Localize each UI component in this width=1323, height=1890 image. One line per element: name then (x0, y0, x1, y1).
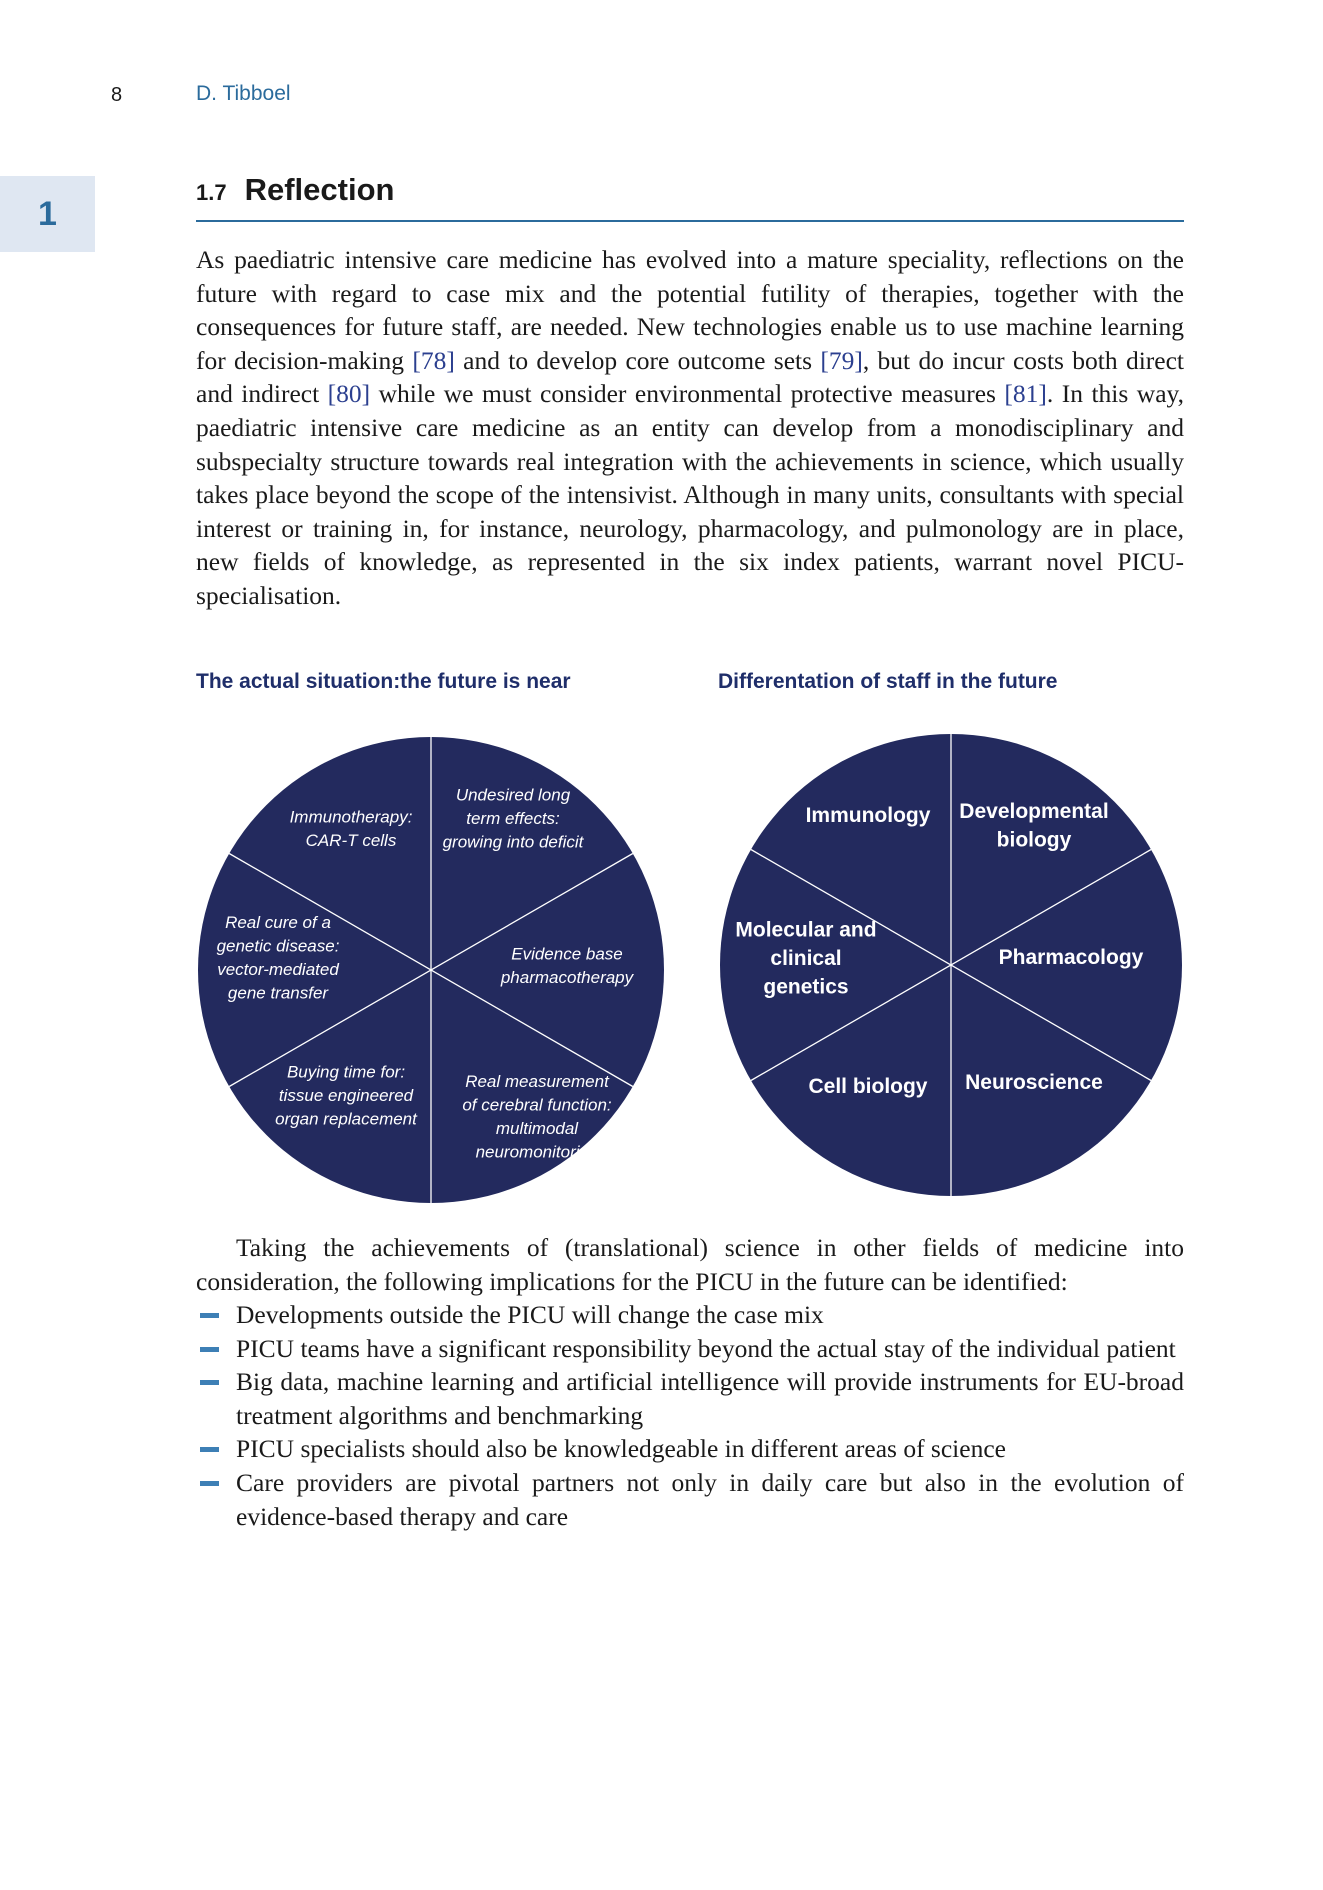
list-item (196, 1332, 1184, 1366)
pie-segment-label: Neuroscience (965, 1071, 1103, 1094)
body-paragraph-2: Taking the achievements of (translational) science in other fields of medicine into consideration, the following implications for the PICU in the future can be identified: (196, 1233, 1184, 1296)
para-text: while we must consider environmental protective measures (370, 379, 1005, 409)
pie-segment-label: Evidence base pharmacotherapy (500, 944, 634, 987)
dash-bullet-icon (200, 1447, 219, 1452)
list-item-text: PICU teams have a significant responsibility beyond the actual stay of the individual patient (236, 1333, 1176, 1363)
list-item (196, 1432, 1184, 1466)
dash-bullet-icon (200, 1481, 219, 1486)
chapter-tab: 1 (0, 176, 95, 252)
pie-segment-label: Immunology (805, 804, 931, 827)
para-text: . In this way, paediatric intensive care medicine as an entity can develop from a monodisciplinary and subspecialty structure towards real integration with the achievements in science, which usually takes place beyond the scope of the intensivist. Although in many units, consultants with special interest or training in, for instance, neurology, pharmacology, and pulmonology are in place, new fields of knowledge, as represented in the six index patients, warrant novel PICU-specialisation. (196, 379, 1184, 610)
list-item-text: Developments outside the PICU will change the case mix (236, 1300, 824, 1329)
pie-diagram-current (196, 735, 666, 1205)
section-heading (196, 172, 1184, 208)
pie-segment-label: Molecular and clinical genetics (735, 918, 877, 999)
pie-segment-label: Undesired long term effects: growing into deficit (442, 785, 584, 852)
para-text: , but do incur costs both direct and indirect (196, 345, 1184, 409)
para-text: and to develop core outcome sets (454, 345, 821, 375)
pie-segment-label: Pharmacology (998, 946, 1144, 969)
section-title: Reflection (244, 172, 395, 207)
pie-segment-label: Cell biology (808, 1075, 928, 1098)
citation-link[interactable]: [79] (820, 345, 863, 375)
dash-bullet-icon (200, 1347, 219, 1352)
page-number: 8 (111, 84, 123, 106)
list-item-text: Big data, machine learning and artificial intelligence will provide instruments for EU-broad treatment algorithms and benchmarking (236, 1367, 1184, 1430)
pie-segment-label: Developmental biology (959, 799, 1109, 852)
citation-link[interactable]: [80] (327, 379, 371, 409)
list-item (196, 1365, 1184, 1432)
section-number: 1.7 (196, 180, 227, 205)
pie-segment-label: Real measurement of cerebral function: multimodal neuromonitoring (462, 1071, 612, 1162)
pie-segment-label: Buying time for: tissue engineered organ replacement (275, 1062, 417, 1129)
list-item-text: Care providers are pivotal partners not only in daily care but also in the evolution of evidence-based therapy and care (236, 1467, 1184, 1531)
list-item-text: PICU specialists should also be knowledgeable in different areas of science (236, 1434, 1006, 1464)
figure-left-title: The actual situation:the future is near (196, 670, 571, 693)
figure-right-title: Differentation of staff in the future (718, 670, 1058, 693)
list-item (196, 1466, 1184, 1533)
dash-bullet-icon (200, 1380, 219, 1385)
para-text: As paediatric intensive care medicine has evolved into a mature speciality, reflections on the future with regard to case mix and the potential futility of therapies, together with the consequences for future staff, are needed. New technologies enable us to use machine learning for decision-making (196, 245, 1184, 375)
section-rule (196, 220, 1184, 222)
pie-segment-label: Real cure of a genetic disease: vector-mediated gene transfer (216, 912, 340, 1003)
implications-list (196, 1298, 1184, 1533)
pie-segment-label: Immunotherapy: CAR-T cells (289, 807, 413, 850)
body-paragraph-1 (196, 243, 1184, 613)
pie-diagram-future (718, 732, 1184, 1198)
list-item (196, 1298, 1184, 1332)
citation-link[interactable]: [78] (412, 345, 455, 375)
citation-link[interactable]: [81] (1004, 379, 1047, 409)
running-head-author: D. Tibboel (196, 82, 291, 105)
dash-bullet-icon (200, 1313, 219, 1318)
